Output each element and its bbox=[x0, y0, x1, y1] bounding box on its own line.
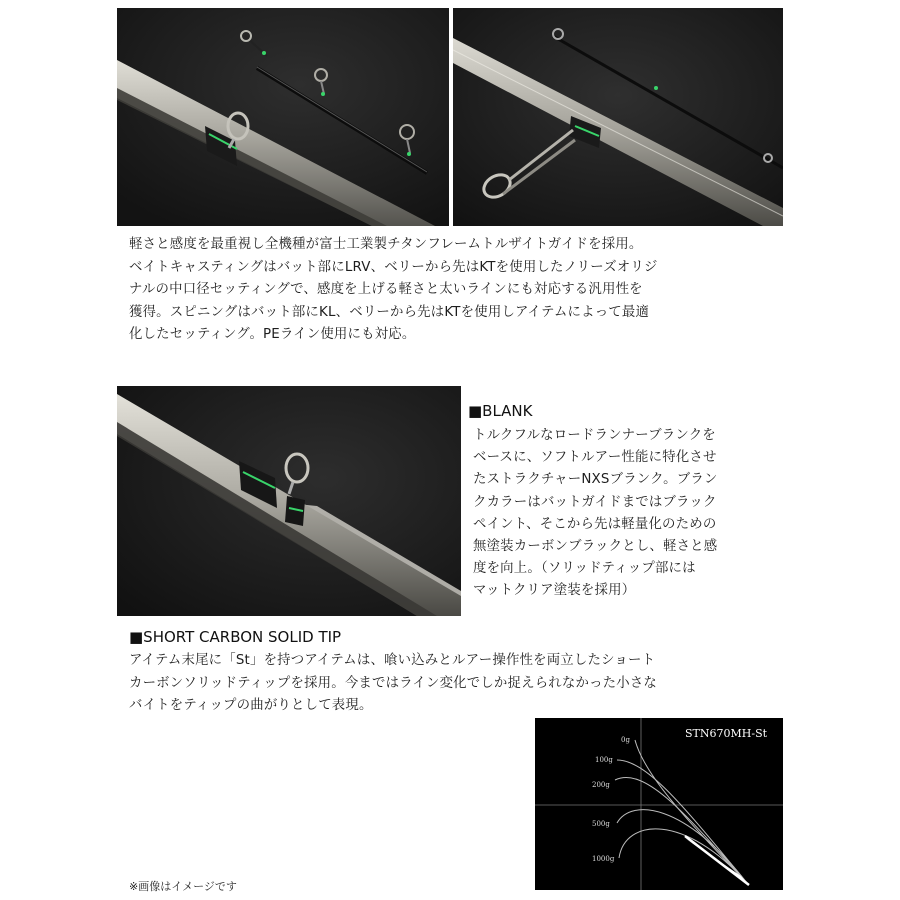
solid-tip-line: バイトをティップの曲がりとして表現。 bbox=[129, 698, 373, 713]
load-label-200g: 200g bbox=[592, 781, 610, 789]
blank-line: 無塗装カーボンブラックとし、軽さと感 bbox=[473, 539, 718, 555]
image-note: ※画像はイメージです bbox=[129, 880, 237, 893]
solid-tip-line: カーボンソリッドティップを採用。今まではライン変化でしか捉えられなかった小さな bbox=[129, 675, 658, 691]
intro-line: ナルの中口径セッティングで、感度を上げる軽さと太いラインにも対応する汎用性を bbox=[129, 282, 643, 297]
bend-chart-model: STN670MH-St bbox=[685, 727, 768, 740]
load-label-1000g: 1000g bbox=[592, 855, 615, 863]
solid-tip-line: アイテム末尾に「St」を持つアイテムは、喰い込みとルアー操作性を両立したショート bbox=[129, 653, 656, 668]
intro-line: ベイトキャスティングはバット部にLRV、ベリーから先はKTを使用したノリーズオリジ bbox=[129, 259, 658, 275]
intro-paragraph bbox=[129, 234, 779, 347]
blank-paragraph bbox=[473, 425, 773, 603]
blank-line: クカラーはバットガイドまではブラック bbox=[473, 494, 717, 510]
bend-curve-chart bbox=[535, 718, 783, 890]
solid-tip-heading: ■SHORT CARBON SOLID TIP bbox=[129, 628, 342, 646]
load-label-500g: 500g bbox=[592, 820, 610, 828]
blank-line: ベースに、ソフトルアー性能に特化させ bbox=[473, 450, 717, 466]
blank-line: マットクリア塗装を採用） bbox=[473, 583, 636, 599]
intro-line: 化したセッティング。PEライン使用にも対応。 bbox=[129, 327, 416, 342]
blank-heading: ■BLANK bbox=[468, 402, 533, 420]
intro-line: 軽さと感度を最重視し全機種が富士工業製チタンフレームトルザイトガイドを採用。 bbox=[129, 237, 643, 252]
rod-photo-spinning-guides bbox=[453, 8, 783, 226]
blank-line: 度を向上。（ソリッドティップ部には bbox=[473, 561, 696, 577]
intro-line: 獲得。スピニングはバット部にKL、ベリーから先はKTを使用しアイテムによって最適 bbox=[129, 304, 650, 320]
solid-tip-paragraph bbox=[129, 650, 779, 718]
rod-photo-bait-guides bbox=[117, 8, 449, 226]
load-label-100g: 100g bbox=[595, 756, 613, 764]
rod-photo-blank bbox=[117, 386, 461, 616]
blank-line: たストラクチャーNXSブランク。ブラン bbox=[473, 472, 718, 488]
blank-line: ペイント、そこから先は軽量化のための bbox=[473, 516, 717, 532]
load-label-0g: 0g bbox=[621, 736, 630, 744]
blank-line: トルクフルなロードランナーブランクを bbox=[473, 428, 716, 443]
